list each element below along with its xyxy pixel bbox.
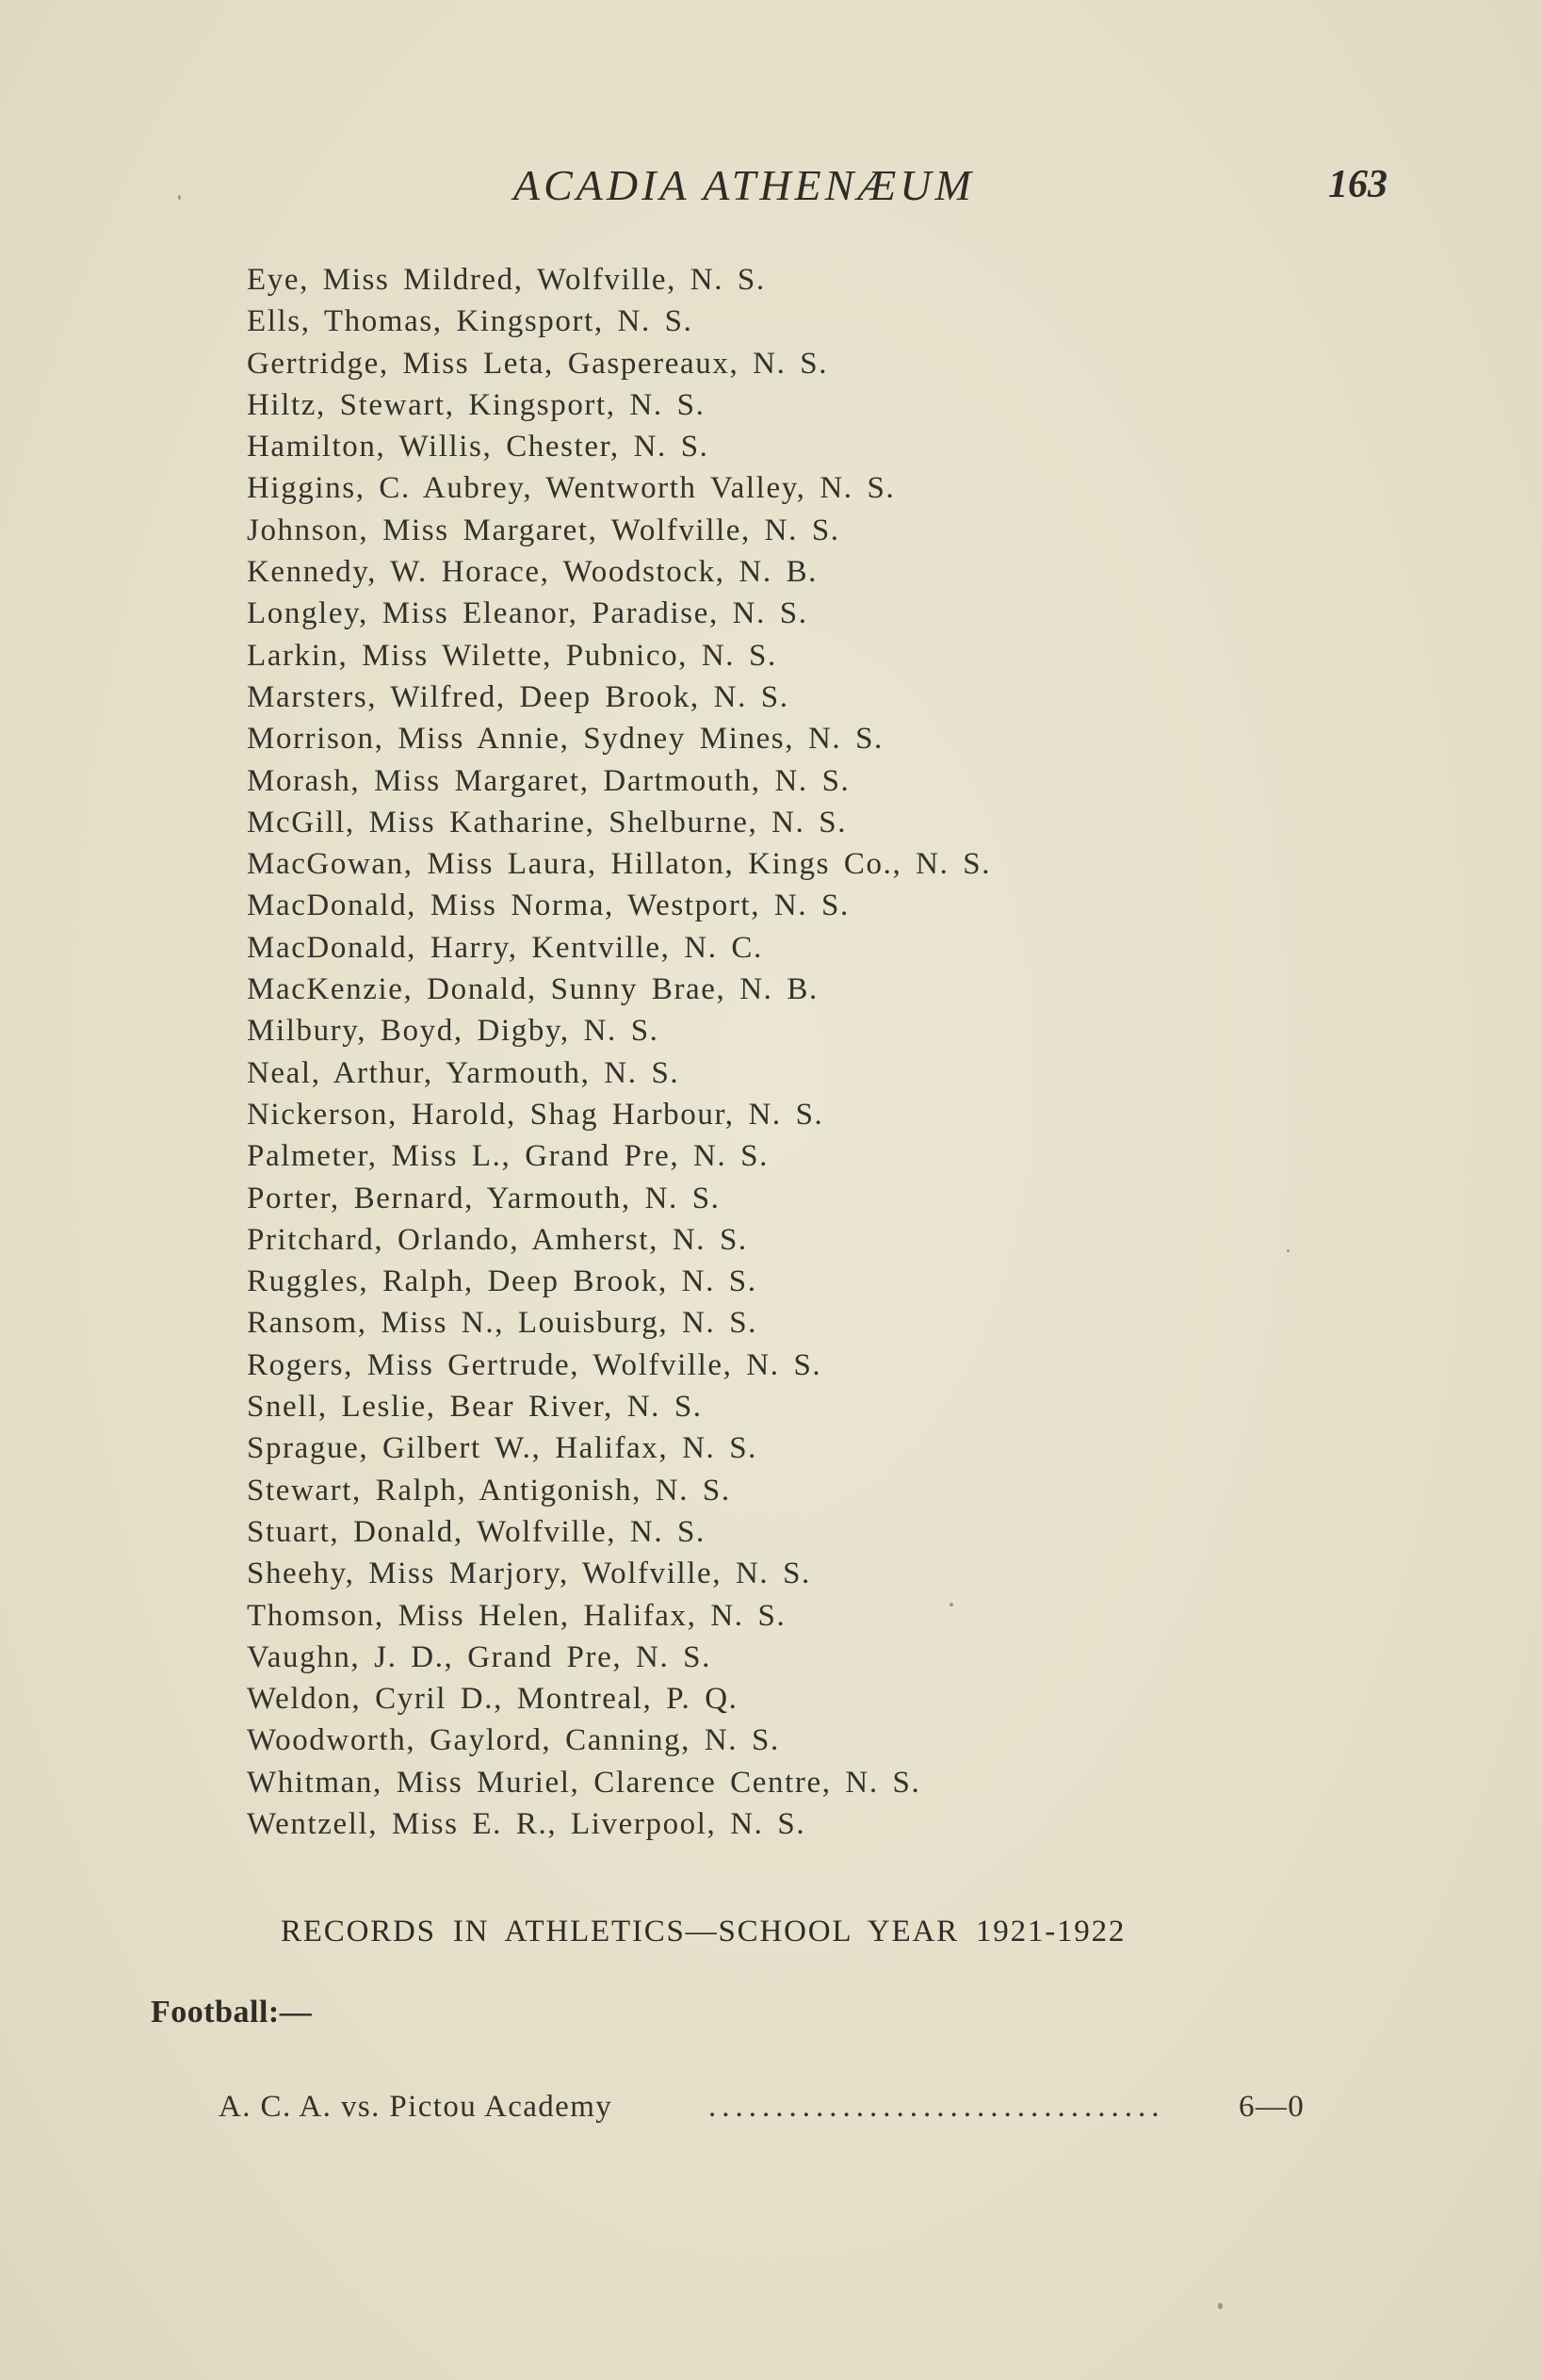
records-heading: RECORDS IN ATHLETICS—SCHOOL YEAR 1921-1922 [281,1915,1127,1948]
list-item: Ells, Thomas, Kingsport, N. S. [247,304,693,339]
list-item: Rogers, Miss Gertrude, Wolfville, N. S. [247,1347,822,1382]
list-item: MacKenzie, Donald, Sunny Brae, N. B. [247,972,819,1007]
list-item: Vaughn, J. D., Grand Pre, N. S. [247,1639,711,1674]
list-item: MacDonald, Miss Norma, Westport, N. S. [247,888,850,923]
running-head [0,160,1542,217]
list-item: Johnson, Miss Margaret, Wolfville, N. S. [247,513,840,547]
list-item: Hamilton, Willis, Chester, N. S. [247,430,709,465]
page-number: 163 [1328,163,1388,206]
journal-title: ACADIA ATHENÆUM [513,161,975,209]
list-item: Nickerson, Harold, Shag Harbour, N. S. [247,1097,824,1132]
student-name-list [247,259,1377,1845]
list-item: Whitman, Miss Muriel, Clarence Centre, N. S. [247,1765,921,1800]
list-item: Snell, Leslie, Bear River, N. S. [247,1390,703,1425]
match-name: A. C. A. vs. Pictou Academy [219,2090,613,2124]
list-item: Gertridge, Miss Leta, Gaspereaux, N. S. [247,346,829,381]
list-item: Larkin, Miss Wilette, Pubnico, N. S. [247,638,777,673]
list-item: Porter, Bernard, Yarmouth, N. S. [247,1181,721,1215]
list-item: McGill, Miss Katharine, Shelburne, N. S. [247,805,848,840]
list-item: Wentzell, Miss E. R., Liverpool, N. S. [247,1806,806,1841]
list-item: Eye, Miss Mildred, Wolfville, N. S. [247,263,766,297]
dot-leader: .................................. [708,2090,1165,2124]
list-item: Ransom, Miss N., Louisburg, N. S. [247,1306,757,1341]
paper-speck [1218,2303,1223,2309]
football-subheading: Football:— [151,1995,313,2030]
match-score: 6—0 [1239,2090,1306,2124]
list-item: Stewart, Ralph, Antigonish, N. S. [247,1473,731,1508]
list-item: Longley, Miss Eleanor, Paradise, N. S. [247,596,808,631]
list-item: Sprague, Gilbert W., Halifax, N. S. [247,1431,758,1466]
list-item: Kennedy, W. Horace, Woodstock, N. B. [247,555,819,590]
list-item: Pritchard, Orlando, Amherst, N. S. [247,1222,748,1257]
list-item: Morrison, Miss Annie, Sydney Mines, N. S. [247,722,884,757]
list-item: Stuart, Donald, Wolfville, N. S. [247,1514,706,1549]
list-item: MacGowan, Miss Laura, Hillaton, Kings Co., N. S. [247,847,992,882]
list-item: Ruggles, Ralph, Deep Brook, N. S. [247,1264,757,1299]
paper-speck [950,1603,953,1606]
list-item: Hiltz, Stewart, Kingsport, N. S. [247,387,706,422]
list-item: Thomson, Miss Helen, Halifax, N. S. [247,1598,787,1633]
match-result-row [219,2090,1311,2135]
list-item: Morash, Miss Margaret, Dartmouth, N. S. [247,763,851,798]
list-item: Palmeter, Miss L., Grand Pre, N. S. [247,1139,769,1174]
list-item: Sheehy, Miss Marjory, Wolfville, N. S. [247,1557,811,1591]
paper-speck [1287,1249,1290,1252]
list-item: Weldon, Cyril D., Montreal, P. Q. [247,1682,739,1717]
list-item: MacDonald, Harry, Kentville, N. C. [247,930,763,965]
list-item: Higgins, C. Aubrey, Wentworth Valley, N. S. [247,471,896,506]
list-item: Milbury, Boyd, Digby, N. S. [247,1014,659,1049]
list-item: Neal, Arthur, Yarmouth, N. S. [247,1055,680,1090]
paper-speck [178,195,181,200]
list-item: Marsters, Wilfred, Deep Brook, N. S. [247,679,789,714]
list-item: Woodworth, Gaylord, Canning, N. S. [247,1723,780,1758]
